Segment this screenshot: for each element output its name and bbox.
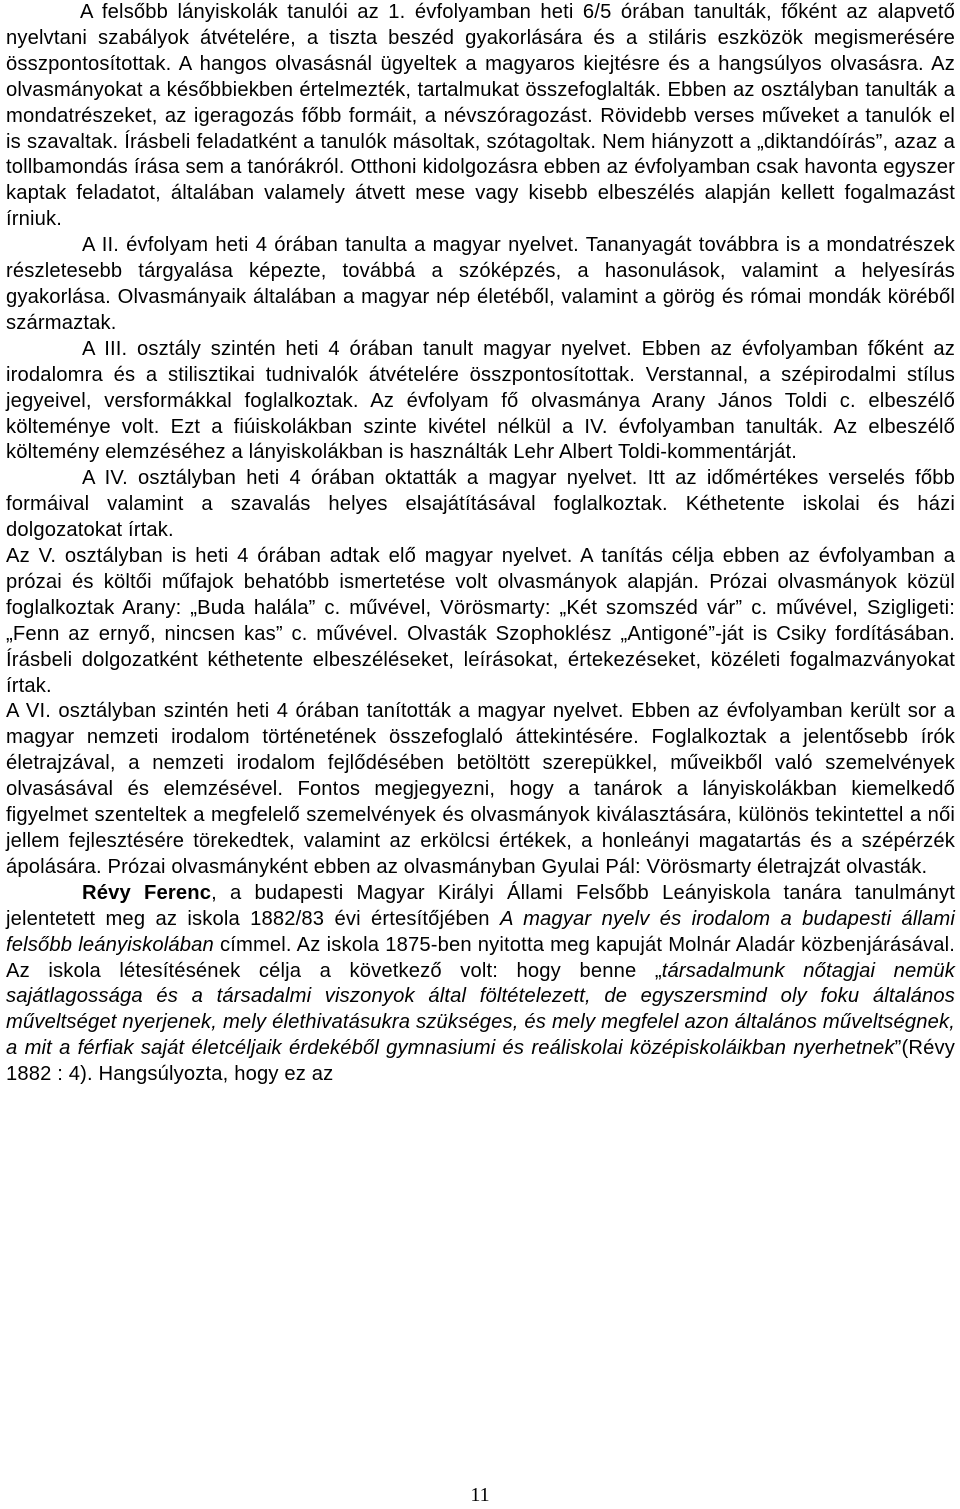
document-page	[6, 0, 955, 1088]
paragraph-grade-6: A VI. osztályban szintén heti 4 órában tanították a magyar nyelvet. Ebben az évfolyamban került sor a magyar nemzeti irodalom történetének összefoglaló áttekintésére. Foglalkoztak a jelentősebb írók életrajzával, a nemzeti irodalom fejlődésében betöltött szerepükkel, műveikből való szemelvények olvasásával és elemzésével. Fontos megjegyezni, hogy a tanárok a lányiskolákban kiemelkedő figyelmet szenteltek a megfelelő szemelvények és olvasmányok kiválasztására, különös tekintettel a női jellem fejlesztésére törekedtek, valamint az erkölcsi értékek, a honleányi magatartás és a szépérzék ápolására. Prózai olvasmányként ebben az olvasmányban Gyulai Pál: Vörösmarty életrajzát olvasták.	[6, 700, 955, 878]
page-number: 11	[470, 1484, 490, 1506]
paragraph-grade-4: A IV. osztályban heti 4 órában oktatták a magyar nyelvet. Itt az időmértékes verselés főbb formáival valamint a szavalás helyes elsajátításával foglalkoztak. Kéthetente iskolai és házi dolgozatokat írtak.	[6, 467, 955, 542]
revy-quote: társadalmunk nőtagjai nemük sajátlagossága és a társadalmi viszonyok által föltételezett, de egyszersmind oly foku általános műveltséget nyerjenek, mely élethivatásukra szükséges, és mely megfelel azon általános műveltségnek, a mit a férfiak saját életcéljaik érdekéből gymnasiumi és reáliskolai középiskoláikban nyerhetnek	[6, 959, 955, 1060]
paragraph-grade-2: A II. évfolyam heti 4 órában tanulta a magyar nyelvet. Tananyagát továbbra is a mondatrészek részletesebb tárgyalása képezte, továbbá a szóképzés, a hasonulások, valamint a helyesírás gyakorlása. Olvasmányaik általában a magyar nép életéből, valamint a görög és római mondák köréből származtak.	[6, 234, 955, 334]
revy-text-1: , a budapesti Magyar Királyi Állami Felsőbb Leányiskola tanára tanulmányt jelentetett meg az iskola 1882/83 évi értesítőjében	[6, 881, 955, 930]
author-name: Révy Ferenc	[82, 881, 212, 904]
revy-text-3: ”(Révy 1882 : 4). Hangsúlyozta, hogy ez az	[6, 1037, 955, 1086]
paragraph-grade-5: Az V. osztályban is heti 4 órában adtak elő magyar nyelvet. A tanítás célja ebben az évfolyamban a prózai és költői műfajok behatóbb ismertetése volt olvasmányok alapján. Prózai olvasmányok közül foglalkoztak Arany: „Buda halála” c. művével, Vörösmarty: „Két szomszéd vár” c. művével, Szigligeti: „Fenn az ernyő, nincsen kas” c. művével. Olvasták Szophoklész „Antigoné”-ját is Csiky fordításában. Írásbeli dolgozatként kéthetente elbeszéléseket, leírásokat, értekezéseket, közéleti fogalmazványokat írtak.	[6, 545, 955, 697]
paragraph-revy	[6, 881, 955, 1088]
paragraph-grade-3: A III. osztály szintén heti 4 órában tanult magyar nyelvet. Ebben az évfolyamban főként az irodalomra és a stilisztikai tudnivalók átvételére összpontosítottak. Verstannal, a szépirodalmi stílus jegyeivel, versformákkal foglalkoztak. Az évfolyam fő olvasmánya Arany János Toldi c. elbeszélő költeménye volt. Ezt a fiúiskolákban szinte kivétel nélkül a IV. évfolyamban tanulták. Az elbeszélő költemény elemzéséhez a lányiskolákban is használták Lehr Albert Toldi-kommentárját.	[6, 337, 955, 464]
paragraph-grade-1: A felsőbb lányiskolák tanulói az 1. évfolyamban heti 6/5 órában tanulták, főként az alapvető nyelvtani szabályok átvételére, a tiszta beszéd gyakorlására és a stiláris eszközök megismerésére összpontosítottak. A hangos olvasásnál ügyeltek a magyaros kiejtésre és a hangsúlyos olvasásra. Az olvasmányokat a későbbiekben értelmezték, tartalmukat összefoglalták. Ebben az osztályban tanulták a mondatrészeket, az igeragozás főbb formáit, a névszóragozást. Rövidebb verses műveket a tanulók el is szavaltak. Írásbeli feladatként a tanulók másoltak, szótagoltak. Nem hiányzott a „diktandóírás”, azaz a tollbamondás írása sem a tanórákról. Otthoni kidolgozásra ebben az évfolyamban csak havonta egyszer kaptak feladatot, általában valamely átvett mese vagy kisebb elbeszélés alapján kellett fogalmazást írniuk.	[6, 1, 955, 231]
study-title: A magyar nyelv és irodalom a budapesti állami felsőbb leányiskolában	[6, 907, 955, 956]
revy-text-2: címmel. Az iskola 1875-ben nyitotta meg kapuját Molnár Aladár közbenjárásával. Az iskola létesítésének célja a következő volt: hogy benne „	[6, 933, 956, 982]
